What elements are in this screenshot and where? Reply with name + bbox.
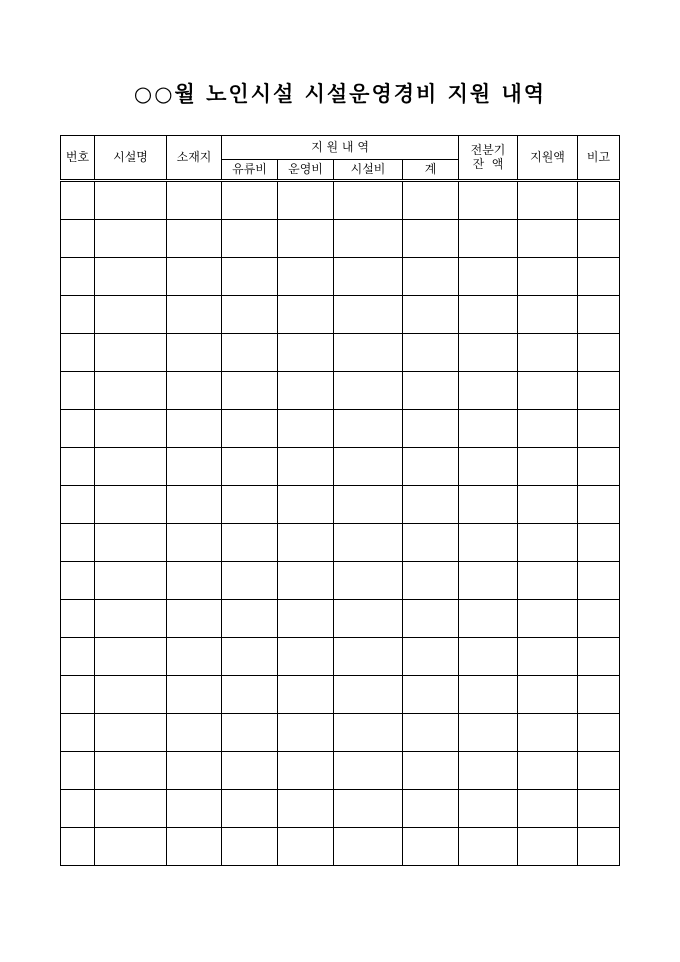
table-cell[interactable]: [278, 752, 334, 790]
table-cell[interactable]: [222, 334, 278, 372]
table-cell[interactable]: [334, 334, 403, 372]
table-cell[interactable]: [222, 600, 278, 638]
table-cell[interactable]: [95, 638, 167, 676]
table-cell[interactable]: [222, 372, 278, 410]
table-cell[interactable]: [459, 181, 518, 220]
table-cell[interactable]: [578, 220, 620, 258]
table-cell[interactable]: [222, 638, 278, 676]
table-cell[interactable]: [167, 562, 222, 600]
table-cell[interactable]: [459, 828, 518, 866]
table-cell[interactable]: [222, 410, 278, 448]
table-cell[interactable]: [95, 296, 167, 334]
table-cell[interactable]: [578, 372, 620, 410]
table-row: [61, 448, 620, 486]
table-cell[interactable]: [222, 752, 278, 790]
table-cell[interactable]: [403, 638, 459, 676]
header-number: 번호: [61, 136, 95, 181]
table-cell[interactable]: [95, 181, 167, 220]
header-location: 소재지: [167, 136, 222, 181]
table-cell[interactable]: [578, 258, 620, 296]
table-cell[interactable]: [222, 524, 278, 562]
table-row: [61, 372, 620, 410]
table-cell[interactable]: [61, 258, 95, 296]
header-operating-cost: 운영비: [278, 160, 334, 181]
table-row: [61, 714, 620, 752]
table-cell[interactable]: [578, 828, 620, 866]
table-cell[interactable]: [518, 524, 578, 562]
table-row: [61, 258, 620, 296]
table-row: [61, 600, 620, 638]
table-cell[interactable]: [95, 258, 167, 296]
table-cell[interactable]: [403, 258, 459, 296]
table-cell[interactable]: [334, 714, 403, 752]
table-cell[interactable]: [278, 410, 334, 448]
table-cell[interactable]: [578, 524, 620, 562]
table-cell[interactable]: [578, 638, 620, 676]
table-cell[interactable]: [278, 296, 334, 334]
table-cell[interactable]: [167, 410, 222, 448]
table-cell[interactable]: [278, 372, 334, 410]
table-row: [61, 524, 620, 562]
table-cell[interactable]: [278, 258, 334, 296]
table-cell[interactable]: [334, 372, 403, 410]
table-cell[interactable]: [403, 448, 459, 486]
table-cell[interactable]: [61, 334, 95, 372]
table-cell[interactable]: [167, 676, 222, 714]
table-cell[interactable]: [334, 828, 403, 866]
table-cell[interactable]: [334, 638, 403, 676]
table-cell[interactable]: [403, 600, 459, 638]
table-cell[interactable]: [578, 296, 620, 334]
table-cell[interactable]: [222, 220, 278, 258]
table-cell[interactable]: [334, 296, 403, 334]
table-row: [61, 410, 620, 448]
table-cell[interactable]: [167, 181, 222, 220]
table-cell[interactable]: [61, 638, 95, 676]
table-cell[interactable]: [222, 448, 278, 486]
table-cell[interactable]: [518, 410, 578, 448]
table-row: [61, 296, 620, 334]
table-cell[interactable]: [518, 752, 578, 790]
table-cell[interactable]: [167, 296, 222, 334]
table-cell[interactable]: [518, 181, 578, 220]
table-cell[interactable]: [518, 638, 578, 676]
table-cell[interactable]: [403, 828, 459, 866]
table-cell[interactable]: [95, 334, 167, 372]
table-cell[interactable]: [61, 181, 95, 220]
table-cell[interactable]: [278, 448, 334, 486]
table-cell[interactable]: [403, 562, 459, 600]
table-cell[interactable]: [95, 372, 167, 410]
table-row: [61, 486, 620, 524]
table-cell[interactable]: [518, 600, 578, 638]
table-cell[interactable]: [278, 486, 334, 524]
table-cell[interactable]: [167, 714, 222, 752]
table-row: [61, 220, 620, 258]
table-cell[interactable]: [578, 562, 620, 600]
table-cell[interactable]: [278, 790, 334, 828]
table-cell[interactable]: [459, 600, 518, 638]
header-remarks: 비고: [578, 136, 620, 181]
table-cell[interactable]: [403, 296, 459, 334]
table-cell[interactable]: [61, 714, 95, 752]
table-cell[interactable]: [459, 676, 518, 714]
table-cell[interactable]: [578, 752, 620, 790]
table-row: [61, 181, 620, 220]
table-cell[interactable]: [403, 334, 459, 372]
table-cell[interactable]: [459, 752, 518, 790]
table-cell[interactable]: [334, 562, 403, 600]
table-row: [61, 676, 620, 714]
table-cell[interactable]: [278, 181, 334, 220]
header-support-amount: 지원액: [518, 136, 578, 181]
table-cell[interactable]: [222, 486, 278, 524]
table-row: [61, 334, 620, 372]
table-cell[interactable]: [578, 676, 620, 714]
table-cell[interactable]: [222, 258, 278, 296]
table-cell[interactable]: [167, 486, 222, 524]
table-cell[interactable]: [518, 790, 578, 828]
table-cell[interactable]: [459, 638, 518, 676]
table-cell[interactable]: [167, 334, 222, 372]
table-cell[interactable]: [95, 752, 167, 790]
table-cell[interactable]: [167, 220, 222, 258]
table-cell[interactable]: [95, 600, 167, 638]
table-cell[interactable]: [61, 676, 95, 714]
header-support-details: 지 원 내 역: [222, 136, 459, 160]
table-cell[interactable]: [167, 790, 222, 828]
table-cell[interactable]: [61, 562, 95, 600]
table-cell[interactable]: [459, 296, 518, 334]
header-fuel-cost: 유류비: [222, 160, 278, 181]
table-cell[interactable]: [61, 752, 95, 790]
table-cell[interactable]: [61, 524, 95, 562]
table-cell[interactable]: [278, 524, 334, 562]
table-cell[interactable]: [278, 562, 334, 600]
table-cell[interactable]: [518, 296, 578, 334]
table-cell[interactable]: [95, 676, 167, 714]
table-cell[interactable]: [61, 486, 95, 524]
table-cell[interactable]: [167, 600, 222, 638]
table-cell[interactable]: [167, 258, 222, 296]
table-row: [61, 828, 620, 866]
page-title: ○○월 노인시설 시설운영경비 지원 내역: [133, 81, 547, 106]
table-cell[interactable]: [403, 486, 459, 524]
table-cell[interactable]: [334, 676, 403, 714]
table-cell[interactable]: [334, 258, 403, 296]
table-cell[interactable]: [578, 448, 620, 486]
table-cell[interactable]: [403, 410, 459, 448]
table-cell[interactable]: [278, 676, 334, 714]
table-cell[interactable]: [95, 524, 167, 562]
table-cell[interactable]: [518, 562, 578, 600]
table-cell[interactable]: [518, 448, 578, 486]
table-cell[interactable]: [518, 714, 578, 752]
table-cell[interactable]: [222, 562, 278, 600]
table-cell[interactable]: [95, 790, 167, 828]
table-cell[interactable]: [334, 410, 403, 448]
table-cell[interactable]: [167, 638, 222, 676]
table-cell[interactable]: [61, 372, 95, 410]
table-cell[interactable]: [403, 676, 459, 714]
table-row: [61, 562, 620, 600]
table-cell[interactable]: [334, 448, 403, 486]
table-cell[interactable]: [167, 828, 222, 866]
table-cell[interactable]: [518, 676, 578, 714]
table-cell[interactable]: [578, 600, 620, 638]
table-cell[interactable]: [403, 524, 459, 562]
header-facility-name: 시설명: [95, 136, 167, 181]
table-cell[interactable]: [518, 486, 578, 524]
table-cell[interactable]: [334, 486, 403, 524]
table-cell[interactable]: [459, 486, 518, 524]
table-cell[interactable]: [578, 181, 620, 220]
table-cell[interactable]: [518, 334, 578, 372]
table-cell[interactable]: [167, 524, 222, 562]
table-cell[interactable]: [167, 752, 222, 790]
table-cell[interactable]: [278, 600, 334, 638]
table-cell[interactable]: [459, 790, 518, 828]
table-cell[interactable]: [95, 220, 167, 258]
header-facility-cost: 시설비: [334, 160, 403, 181]
table-row: [61, 790, 620, 828]
table-cell[interactable]: [518, 258, 578, 296]
table-cell[interactable]: [334, 600, 403, 638]
table-cell[interactable]: [459, 220, 518, 258]
table-cell[interactable]: [518, 372, 578, 410]
table-cell[interactable]: [578, 486, 620, 524]
table-cell[interactable]: [334, 181, 403, 220]
table-cell[interactable]: [459, 258, 518, 296]
table-cell[interactable]: [278, 220, 334, 258]
table-cell[interactable]: [222, 296, 278, 334]
header-prev-balance-line2: 잔 액: [472, 156, 504, 171]
table-cell[interactable]: [403, 752, 459, 790]
table-cell[interactable]: [61, 296, 95, 334]
table-cell[interactable]: [334, 220, 403, 258]
table-cell[interactable]: [167, 448, 222, 486]
table-cell[interactable]: [459, 562, 518, 600]
table-cell[interactable]: [222, 714, 278, 752]
table-cell[interactable]: [61, 790, 95, 828]
table-cell[interactable]: [222, 676, 278, 714]
table-cell[interactable]: [518, 828, 578, 866]
table-cell[interactable]: [334, 790, 403, 828]
table-body: [61, 181, 620, 866]
table-cell[interactable]: [518, 220, 578, 258]
table-cell[interactable]: [578, 714, 620, 752]
table-row: [61, 752, 620, 790]
table-cell[interactable]: [222, 181, 278, 220]
table-cell[interactable]: [403, 181, 459, 220]
table-cell[interactable]: [459, 334, 518, 372]
table-cell[interactable]: [459, 714, 518, 752]
table-row: [61, 638, 620, 676]
table-cell[interactable]: [403, 220, 459, 258]
table-cell[interactable]: [459, 410, 518, 448]
table-cell[interactable]: [278, 638, 334, 676]
table-cell[interactable]: [222, 790, 278, 828]
table-cell[interactable]: [95, 410, 167, 448]
table-cell[interactable]: [578, 790, 620, 828]
table-cell[interactable]: [278, 334, 334, 372]
table-cell[interactable]: [459, 524, 518, 562]
table-cell[interactable]: [61, 410, 95, 448]
table-cell[interactable]: [95, 828, 167, 866]
header-total: 계: [403, 160, 459, 181]
table-cell[interactable]: [278, 828, 334, 866]
table-cell[interactable]: [61, 220, 95, 258]
table-cell[interactable]: [95, 486, 167, 524]
table-cell[interactable]: [459, 372, 518, 410]
support-table: [60, 135, 620, 866]
table-cell[interactable]: [278, 714, 334, 752]
table-cell[interactable]: [61, 448, 95, 486]
header-prev-balance-line1: 전분기: [470, 143, 506, 158]
table-cell[interactable]: [403, 714, 459, 752]
table-cell[interactable]: [403, 372, 459, 410]
table-cell[interactable]: [95, 562, 167, 600]
table-cell[interactable]: [334, 752, 403, 790]
table-cell[interactable]: [403, 790, 459, 828]
table-cell[interactable]: [95, 448, 167, 486]
table-cell[interactable]: [95, 714, 167, 752]
table-cell[interactable]: [459, 448, 518, 486]
table-cell[interactable]: [61, 828, 95, 866]
table-cell[interactable]: [578, 334, 620, 372]
table-cell[interactable]: [334, 524, 403, 562]
header-prev-balance: [459, 136, 518, 181]
table-cell[interactable]: [578, 410, 620, 448]
table-cell[interactable]: [222, 828, 278, 866]
table-cell[interactable]: [61, 600, 95, 638]
table-cell[interactable]: [167, 372, 222, 410]
